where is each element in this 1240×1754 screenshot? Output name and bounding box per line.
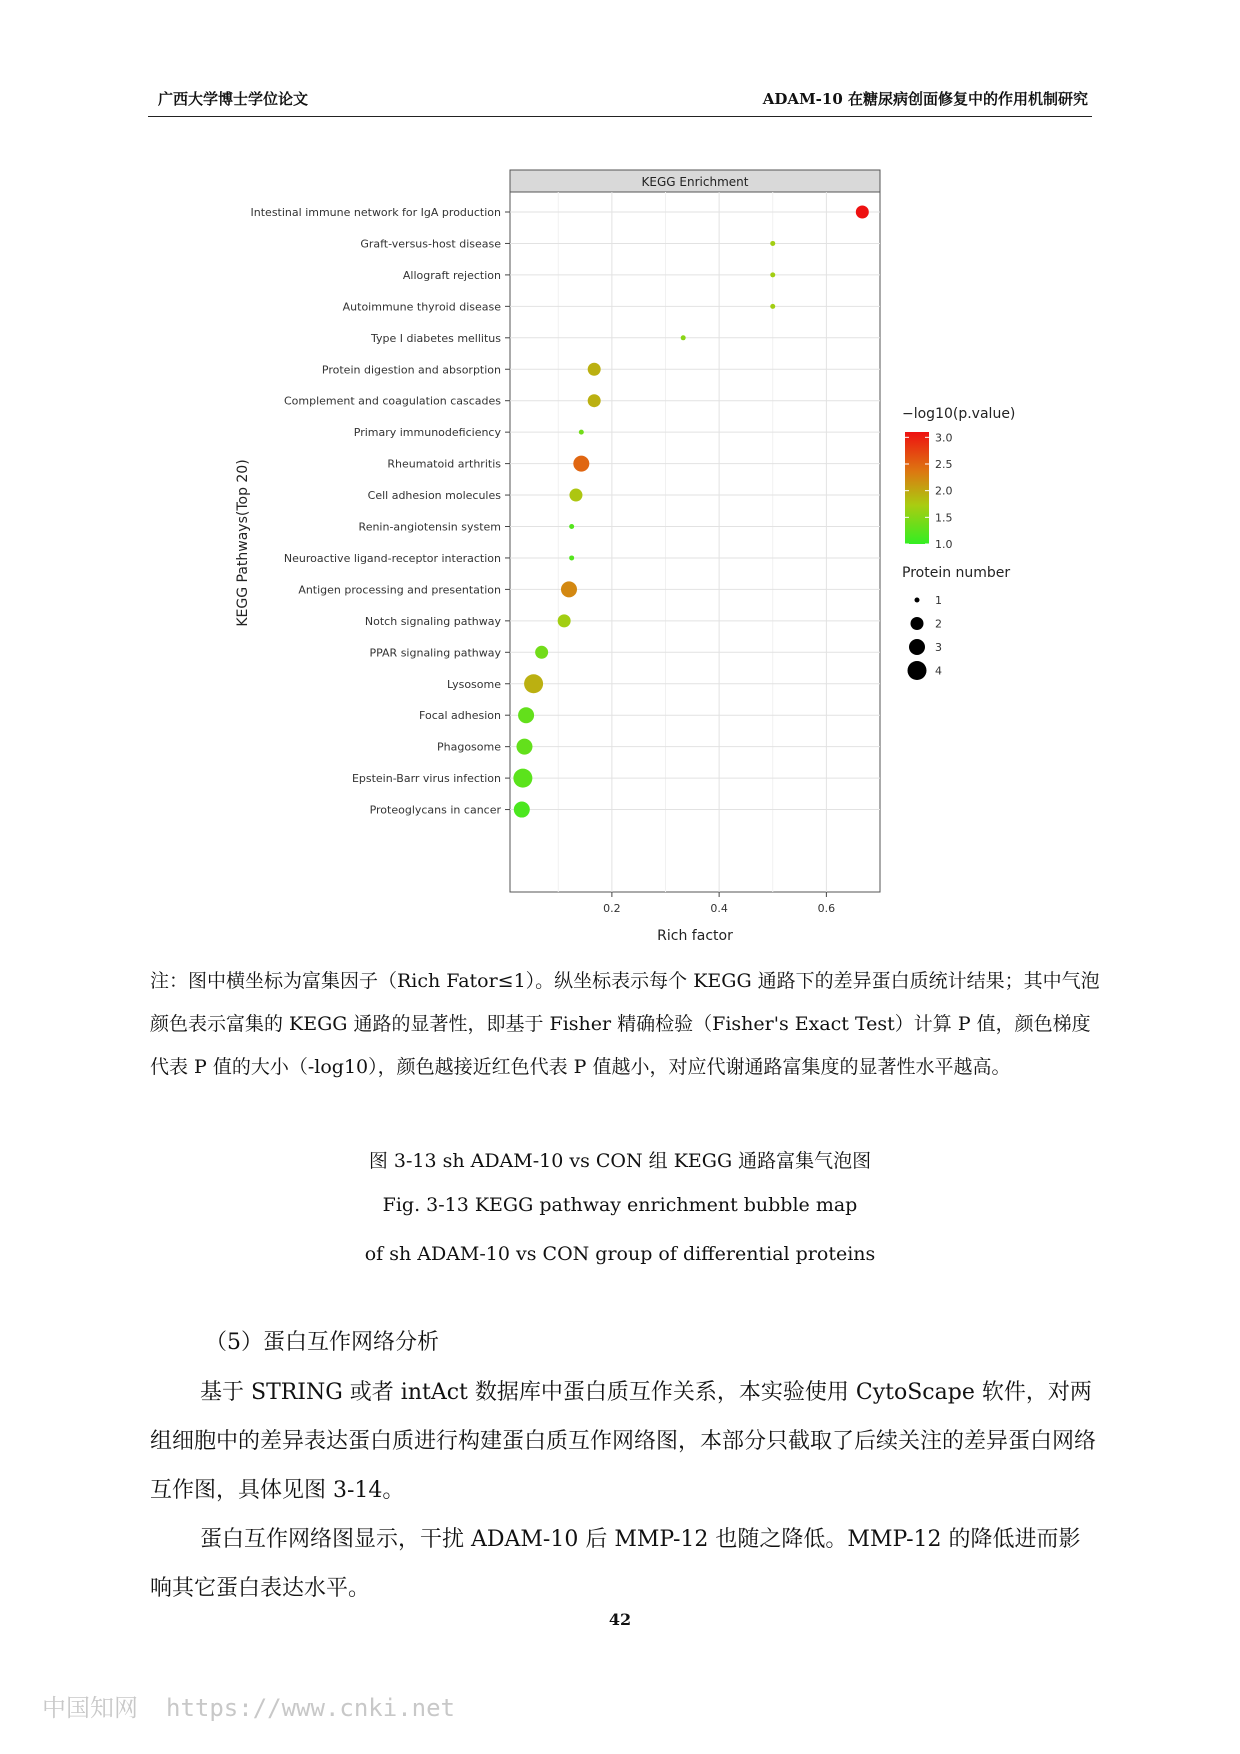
x-axis-ticks [603,892,835,915]
y-tick-label: Allograft rejection [402,268,501,282]
bubble [770,304,775,309]
bubble [569,524,574,529]
color-tick-label: 2.0 [935,484,953,498]
y-tick-label: Complement and coagulation cascades [283,394,501,408]
plot-panel [510,192,880,892]
bubble [513,769,532,788]
bubble [518,707,534,723]
color-tick-label: 3.0 [935,431,953,445]
figure-caption-en-line2: of sh ADAM-10 vs CON group of differential proteins [364,1243,876,1265]
size-legend [908,594,943,680]
color-tick-label: 1.5 [935,511,953,525]
y-tick-label: Rheumatoid arthritis [387,457,501,471]
x-tick-label: 0.2 [603,902,621,915]
bubble [573,456,589,472]
bubble [770,241,775,246]
running-header-right: ADAM-10 在糖尿病创面修复中的作用机制研究 [762,90,1088,108]
bubble [856,206,869,219]
size-legend-title: Protein number [902,565,1011,581]
body-paragraph-2: 蛋白互作网络图显示，干扰 ADAM-10 后 MMP-12 也随之降低。MMP-12 的降低进而影响其它蛋白表达水平。 [150,1527,1081,1601]
size-legend-label: 3 [935,641,942,654]
bubble [579,430,584,435]
size-legend-dot [915,598,920,603]
y-tick-label: Notch signaling pathway [364,614,501,628]
bubble [588,363,601,376]
size-legend-dot [908,661,927,680]
size-legend-label: 4 [935,664,942,678]
x-axis-label: Rich factor [657,928,733,944]
color-tick-label: 2.5 [935,458,953,471]
bubble [681,335,686,340]
y-tick-label: Proteoglycans in cancer [369,803,501,817]
y-tick-label: Phagosome [436,740,501,754]
y-tick-label: Autoimmune thyroid disease [342,300,501,314]
bubble [569,555,574,560]
y-tick-label: Focal adhesion [419,709,501,723]
header-rule [148,116,1092,117]
y-tick-label: Type I diabetes mellitus [370,331,501,345]
color-legend-title: −log10(p.value) [902,406,1016,422]
y-tick-label: Neuroactive ligand-receptor interaction [283,551,501,565]
y-tick-label: Epstein-Barr virus infection [351,772,501,786]
bubble [588,394,601,407]
running-header-left: 广西大学博士学位论文 [158,90,309,108]
y-tick-label: PPAR signaling pathway [369,646,501,660]
y-tick-label: Protein digestion and absorption [321,363,501,377]
y-tick-label: Graft-versus-host disease [360,237,501,251]
figure-caption-cn: 图 3-13 sh ADAM-10 vs CON 组 KEGG 通路富集气泡图 [368,1150,872,1172]
size-legend-label: 2 [935,617,942,631]
body-paragraph-1: 基于 STRING 或者 intAct 数据库中蛋白质互作关系，本实验使用 CytoScape 软件，对两组细胞中的差异表达蛋白质进行构建蛋白质互作网络图，本部分只截取了后续关注的差异蛋白网络互作图，具体见图 3-14。 [150,1380,1097,1503]
section-heading: （5）蛋白互作网络分析 [205,1330,439,1355]
watermark-url: https://www.cnki.net [166,1694,455,1722]
x-tick-label: 0.4 [710,902,728,915]
y-tick-label: Lysosome [446,677,501,691]
watermark [42,1688,455,1723]
bubble [514,802,530,818]
y-axis-label: KEGG Pathways(Top 20) [235,459,251,627]
size-legend-dot [911,617,924,630]
bubble [535,646,548,659]
x-tick-label: 0.6 [817,902,836,915]
bubble [516,739,532,755]
color-tick-label: 1.0 [935,538,953,551]
chart-title: KEGG Enrichment [641,175,749,189]
watermark-brand: 中国知网 [42,1694,138,1722]
y-tick-label: Renin-angiotensin system [358,520,501,534]
y-tick-label: Cell adhesion molecules [367,489,501,503]
bubble [569,489,582,502]
y-axis-labels [251,206,510,817]
bubble [524,674,543,693]
y-tick-label: Primary immunodeficiency [353,426,501,440]
figure-caption-en-line1: Fig. 3-13 KEGG pathway enrichment bubble map [382,1194,858,1216]
bubble [770,272,775,277]
size-legend-dot [909,639,925,655]
y-tick-label: Intestinal immune network for IgA production [250,206,501,219]
page-number: 42 [608,1610,632,1629]
bubble [561,581,577,597]
figure-note: 注：图中横坐标为富集因子（Rich Fator≤1）。纵坐标表示每个 KEGG 通路下的差异蛋白质统计结果；其中气泡颜色表示富集的 KEGG 通路的显著性，即基于 Fisher 精确检验（Fisher's Exact Test）计算 P 值，颜色梯度代表 P 值的大小（-log10），颜色越接近红色代表 P 值越小，对应代谢通路富集度的显著性水平越高。 [150,970,1100,1078]
bubble [558,614,571,627]
color-legend-bar [905,432,929,544]
y-tick-label: Antigen processing and presentation [298,583,501,597]
kegg-bubble-chart [225,160,1025,950]
size-legend-label: 1 [935,594,942,607]
